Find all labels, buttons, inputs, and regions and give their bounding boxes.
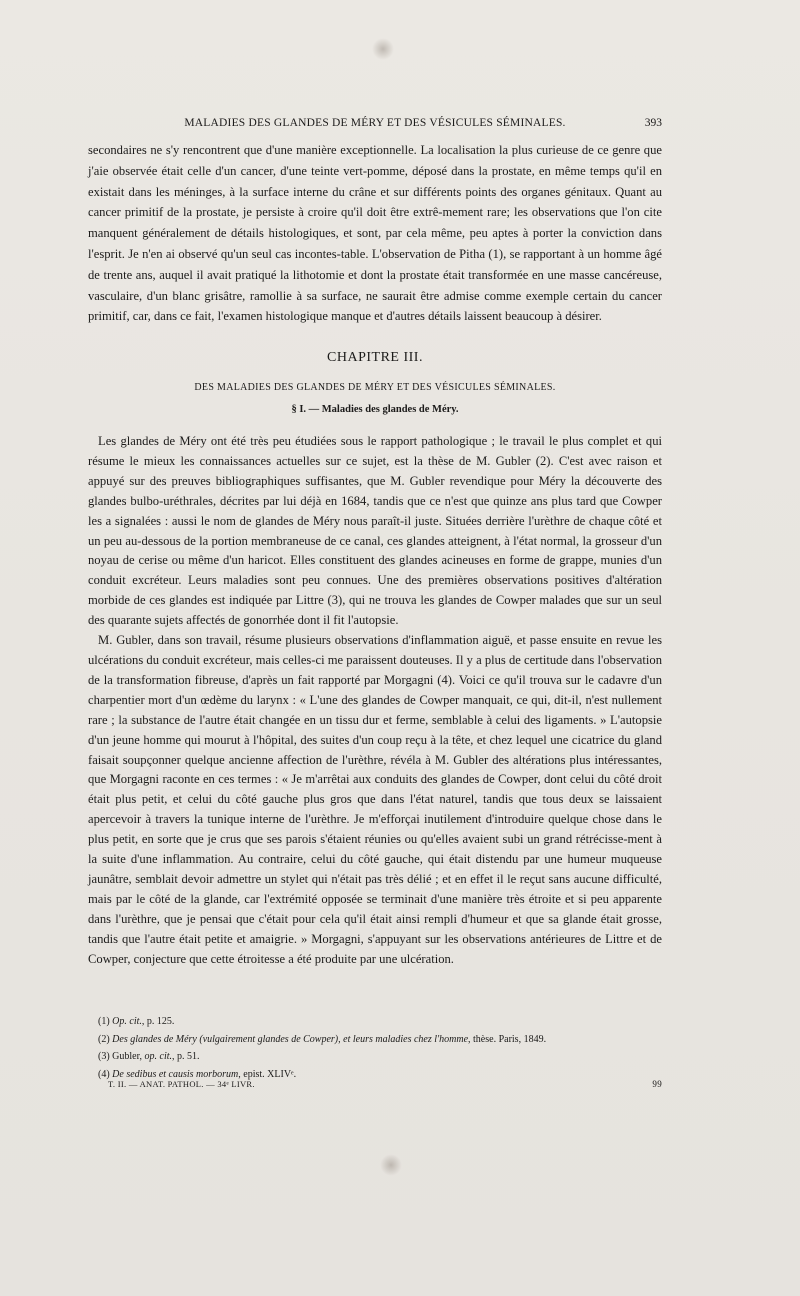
footnote-text: , thèse. Paris, 1849. bbox=[468, 1033, 547, 1045]
footnote bbox=[98, 1048, 658, 1066]
paragraph: Les glandes de Méry ont été très peu étudiées sous le rapport pathologique ; le travail le plus complet et qui résume le mieux les connaissances actuelles sur ce sujet, est la thèse de M. Gubler (2). C'est avec raison et appuyé sur des preuves bibliographiques suffisantes, que M. Gubler revendique pour Méry la découverte des glandes bulbo-uréthrales, décrites par lui déjà en 1684, tandis que ce n'est que quinze ans plus tard que Cowper les a signalées : aussi le nom de glandes de Méry nous paraît-il juste. Situées derrière l'urèthre de chaque côté et un peu au-dessous de la portion membraneuse de ce canal, ces glandes atteignent, à l'état normal, la grosseur d'un noyau de cerise ou même d'un haricot. Elles constituent des glandes acineuses en forme de grappe, munies d'un conduit excréteur. Leurs maladies sont peu connues. Une des premières observations positives d'altération morbide de ces glandes est indiquée par Littre (3), qui ne trouva les glandes de Cowper malades que sur un seul des quarante sujets affectés de gonorrhée dont il fit l'autopsie. bbox=[88, 434, 662, 628]
footnote-text: , p. 125. bbox=[141, 1016, 175, 1027]
paper-stain bbox=[372, 38, 394, 60]
page-number: 393 bbox=[644, 117, 662, 129]
chapter-subtitle: DES MALADIES DES GLANDES DE MÉRY ET DES VÉSICULES SÉMINALES. bbox=[194, 382, 556, 393]
running-header bbox=[88, 117, 662, 133]
footnote-number: (1) bbox=[98, 1016, 110, 1027]
chapter-body bbox=[88, 432, 662, 969]
footnote-reference: Op. cit. bbox=[112, 1016, 142, 1027]
signature-mark: T. II. — ANAT. PATHOL. — 34ᵉ LIVR. bbox=[108, 1079, 255, 1089]
signature-footer bbox=[108, 1079, 662, 1093]
footnote-number: (3) bbox=[98, 1051, 110, 1063]
running-title: MALADIES DES GLANDES DE MÉRY ET DES VÉSICULES SÉMINALES. bbox=[184, 117, 566, 129]
footnote-author: Gubler, bbox=[112, 1051, 145, 1063]
intro-text bbox=[88, 140, 662, 327]
footnote-reference: De sedibus et causis morborum bbox=[112, 1068, 239, 1080]
footnotes bbox=[98, 1013, 658, 1083]
intro-paragraph: secondaires ne s'y rencontrent que d'une manière exceptionnelle. La localisation la plus curieuse de ce genre que j'aie observée était celle d'un cancer, d'une teinte vert-pomme, déposé dans la prostate, en même temps qu'il en existait dans les méninges, à la surface interne du crâne et sur différents points des organes génitaux. Quant au cancer primitif de la prostate, je persiste à croire qu'il doit être extrê-mement rare; les observations que l'on cite manquent généralement de détails histologiques, et sont, par cela même, peu aptes à porter la conviction dans l'esprit. Je n'en ai observé qu'un seul cas incontes-table. L'observation de Pitha (1), se rapportant à un homme âgé de trente ans, auquel il avait pratiqué la lithotomie et dont la prostate était transformée en une masse cancéreuse, vasculaire, d'un blanc grisâtre, ramollie à sa surface, ne saurait être admise comme exemple certain du cancer primitif, car, dans ce fait, l'examen histologique manque et d'autres détails laissent beaucoup à désirer. bbox=[88, 143, 662, 324]
paragraph: M. Gubler, dans son travail, résume plusieurs observations d'inflammation aiguë, et passe ensuite en revue les ulcérations du conduit excréteur, mais celles-ci me paraissent douteuses. Il y a plus de certitude dans l'observation de la transformation fibreuse, d'après un fait rapporté par Morgagni (4). Voici ce qu'il trouva sur le cadavre d'un charpentier mort d'un œdème du larynx : « L'une des glandes de Cowper manquait, ce qui, dit-il, n'est nullement rare ; la substance de l'autre était changée en un tissu dur et ferme, semblable à celui des ligaments. » L'autopsie d'un jeune homme qui mourut à l'hôpital, des suites d'un coup reçu à la tête, et chez lequel une cicatrice du gland faisait soupçonner quelque ancienne affection de l'urèthre, révéla à M. Gubler des altérations plus intéressantes, que Morgagni raconte en ces termes : « Je m'arrêtai aux conduits des glandes de Cowper, dont celui du côté droit était plus petit, et celui du côté gauche plus gros que dans l'état naturel, tandis que tous deux se laissaient apercevoir à travers la tunique interne de l'urèthre. Je m'efforçai inutilement d'introduire quelque chose dans le plus petit, en sorte que je crus que ses parois s'étaient réunies ou qu'elles avaient subi un grand rétrécisse-ment à la suite d'une inflammation. Au contraire, celui du côté gauche, qui était distendu par une humeur muqueuse jaunâtre, semblait devoir admettre un stylet qui n'était pas très délié ; et en effet il le reçut sans aucune difficulté, mais par le côté de la glande, car l'extrémité opposée se terminait d'une manière très étroite et si peu apparente dans l'urèthre, que je pensai que c'était pour cela qu'il était ainsi rempli d'humeur et que sa glande était grosse, tandis que l'autre était petite et amaigrie. » Morgagni, s'appuyant sur les observations antérieures de Littre et de Cowper, conjecture que cette étroitesse a été produite par une ulcération. bbox=[88, 633, 662, 966]
chapter-title: CHAPITRE III. bbox=[327, 350, 423, 365]
section-title: § I. — Maladies des glandes de Méry. bbox=[291, 404, 459, 415]
footnote-text: , epist. XLIVᵉ. bbox=[238, 1068, 297, 1080]
footnote bbox=[98, 1013, 658, 1031]
footnote-number: (2) bbox=[98, 1033, 110, 1045]
sheet-number: 99 bbox=[652, 1079, 662, 1089]
paper-stain bbox=[380, 1154, 402, 1176]
footnote-number: (4) bbox=[98, 1068, 110, 1080]
footnote-reference: Des glandes de Méry (vulgairement glandes de Cowper), et leurs maladies chez l'homme bbox=[112, 1033, 469, 1045]
footnote-reference: op. cit. bbox=[144, 1051, 173, 1063]
footnote-text: , p. 51. bbox=[172, 1051, 200, 1063]
footnote bbox=[98, 1031, 658, 1049]
